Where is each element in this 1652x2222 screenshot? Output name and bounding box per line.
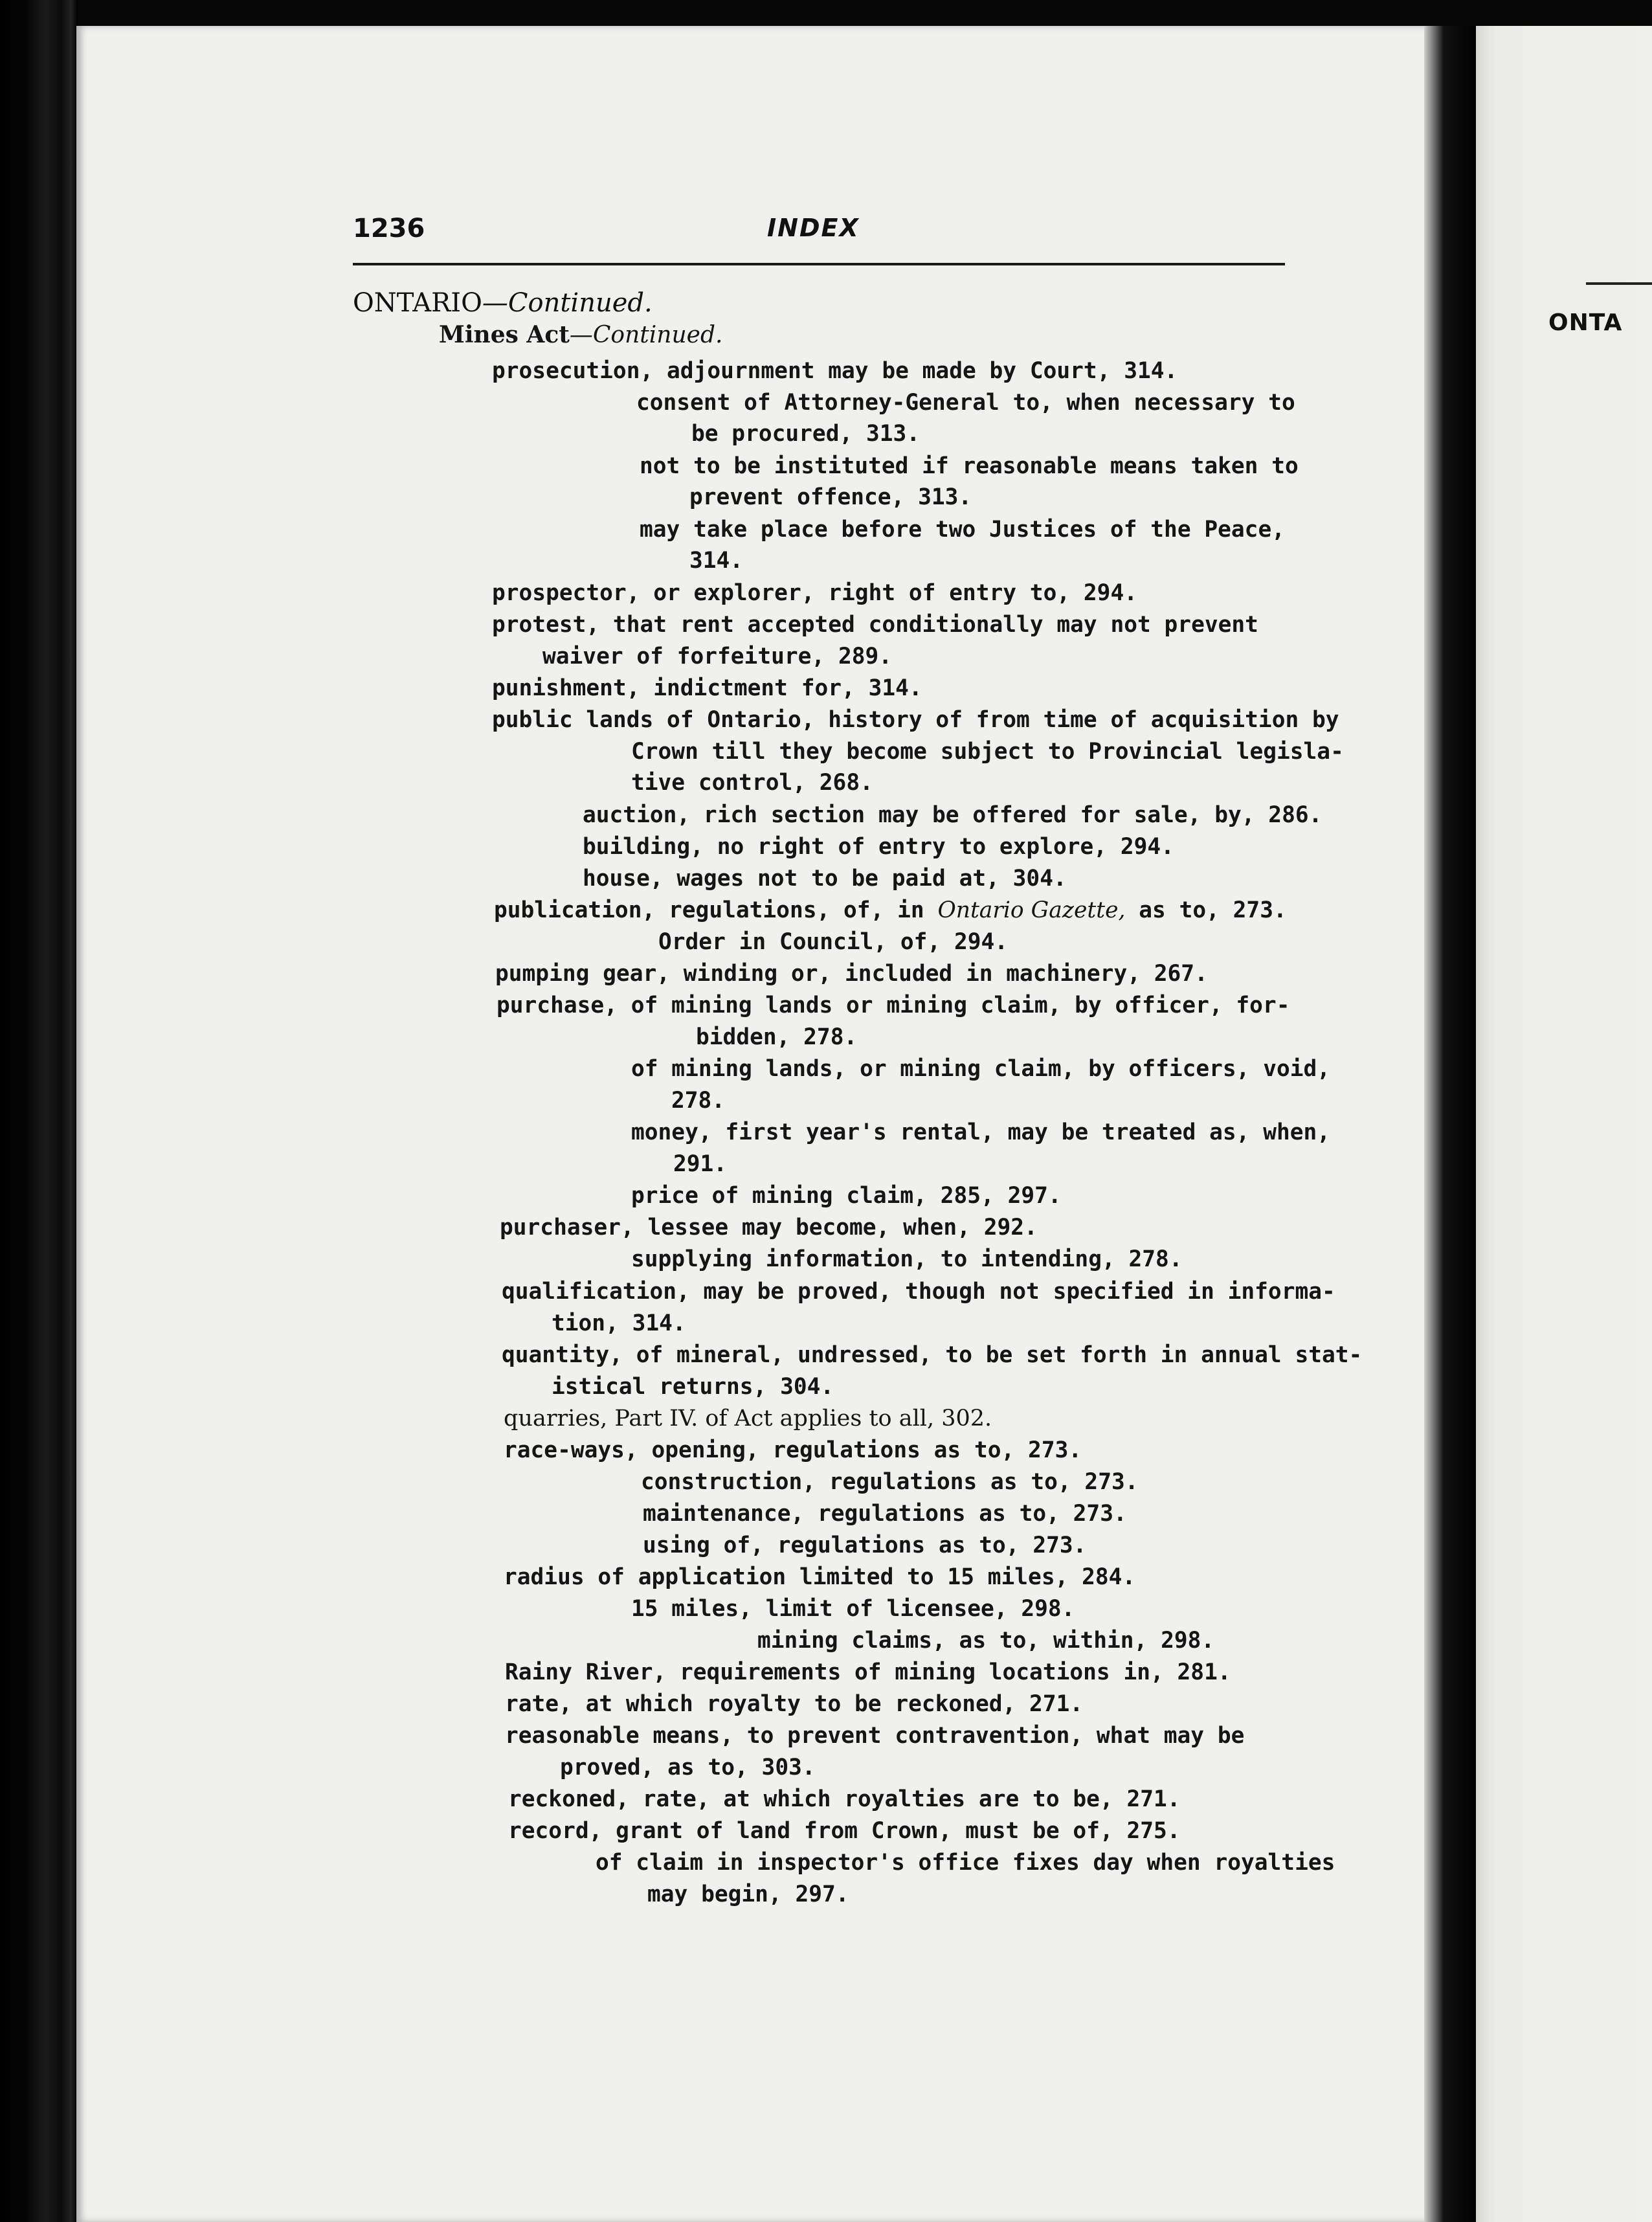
- index-continuation: 278.: [671, 1088, 726, 1114]
- index-subentry: maintenance, regulations as to, 273.: [643, 1501, 1127, 1527]
- index-entry: [494, 897, 1287, 923]
- gazette-title: Ontario Gazette,: [937, 897, 1126, 923]
- index-continuation: may begin, 297.: [647, 1881, 849, 1907]
- index-continuation: tion, 314.: [552, 1310, 686, 1336]
- index-continuation: tive control, 268.: [631, 770, 873, 796]
- facing-page-fragment: ONTA: [1548, 309, 1623, 336]
- index-entry: pumping gear, winding or, included in machinery, 267.: [495, 961, 1208, 987]
- header-rule: [353, 263, 1285, 265]
- index-entry: purchase, of mining lands or mining claim, by officer, for-: [497, 993, 1290, 1018]
- index-continuation: bidden, 278.: [696, 1024, 858, 1050]
- scan-border: [0, 0, 1652, 26]
- index-subentry: 15 miles, limit of licensee, 298.: [631, 1596, 1075, 1622]
- index-entry: reasonable means, to prevent contravention, what may be: [505, 1723, 1245, 1749]
- index-continuation: 291.: [673, 1151, 728, 1177]
- index-entry: qualification, may be proved, though not specified in informa-: [502, 1279, 1335, 1305]
- index-entry: Rainy River, requirements of mining locations in, 281.: [505, 1659, 1231, 1685]
- index-subentry: may take place before two Justices of the Peace,: [640, 517, 1285, 543]
- index-entry: prosecution, adjournment may be made by Court, 314.: [492, 358, 1178, 384]
- subheading-main: Mines Act: [439, 321, 570, 348]
- heading-continued: —Continued.: [482, 288, 653, 318]
- index-subheading: [439, 322, 722, 348]
- index-entry: public lands of Ontario, history of from time of acquisition by: [492, 707, 1339, 733]
- index-continuation: Crown till they become subject to Provincial legisla-: [631, 739, 1344, 765]
- subheading-continued: —Continued.: [569, 322, 723, 348]
- index-continuation: be procured, 313.: [691, 421, 921, 447]
- index-continuation: istical returns, 304.: [552, 1374, 834, 1400]
- index-subentry: auction, rich section may be offered for sale, by, 286.: [583, 802, 1323, 828]
- index-entry: prospector, or explorer, right of entry to, 294.: [492, 580, 1137, 606]
- index-continuation: 314.: [689, 548, 744, 574]
- index-entry: quarries, Part IV. of Act applies to all, 302.: [504, 1406, 992, 1431]
- index-subentry: money, first year's rental, may be treated as, when,: [631, 1119, 1331, 1145]
- index-entry: reckoned, rate, at which royalties are to be, 271.: [508, 1786, 1181, 1812]
- index-heading: [353, 290, 653, 316]
- index-subentry: of mining lands, or mining claim, by officers, void,: [631, 1056, 1331, 1082]
- index-entry: radius of application limited to 15 miles, 284.: [504, 1564, 1136, 1590]
- index-subentry: Order in Council, of, 294.: [658, 929, 1009, 955]
- index-continuation: proved, as to, 303.: [560, 1755, 816, 1780]
- facing-page-rule: [1586, 282, 1652, 285]
- entry-text: publication, regulations, of, in: [494, 897, 938, 923]
- index-entry: protest, that rent accepted conditionally may not prevent: [492, 612, 1258, 638]
- heading-main: ONTARIO: [353, 288, 482, 318]
- book-edge: [0, 0, 78, 2222]
- index-subentry: not to be instituted if reasonable means taken to: [640, 453, 1299, 479]
- index-subentry: price of mining claim, 285, 297.: [631, 1183, 1062, 1209]
- index-subentry: using of, regulations as to, 273.: [643, 1532, 1087, 1558]
- index-entry: quantity, of mineral, undressed, to be set forth in annual stat-: [502, 1342, 1363, 1368]
- index-subentry: supplying information, to intending, 278.: [631, 1246, 1183, 1272]
- running-head: INDEX: [767, 214, 860, 242]
- index-subentry: of claim in inspector's office fixes day when royalties: [596, 1850, 1335, 1876]
- index-subentry: building, no right of entry to explore, 294.: [583, 834, 1174, 860]
- index-continuation: prevent offence, 313.: [689, 484, 972, 510]
- index-entry: punishment, indictment for, 314.: [492, 675, 922, 701]
- index-subentry: construction, regulations as to, 273.: [641, 1469, 1139, 1495]
- index-entry: rate, at which royalty to be reckoned, 271.: [505, 1691, 1084, 1717]
- index-subentry: mining claims, as to, within, 298.: [757, 1628, 1215, 1654]
- book-gutter: [1424, 26, 1476, 2222]
- index-subentry: house, wages not to be paid at, 304.: [583, 866, 1067, 892]
- index-entry: purchaser, lessee may become, when, 292.: [500, 1215, 1038, 1240]
- index-entry: record, grant of land from Crown, must be of, 275.: [508, 1818, 1181, 1844]
- index-continuation: waiver of forfeiture, 289.: [542, 644, 893, 669]
- page-number: 1236: [353, 214, 425, 243]
- facing-page: [1476, 26, 1652, 2222]
- index-subentry: consent of Attorney-General to, when necessary to: [636, 390, 1295, 416]
- index-entry: race-ways, opening, regulations as to, 273.: [504, 1437, 1082, 1463]
- entry-text: as to, 273.: [1125, 897, 1287, 923]
